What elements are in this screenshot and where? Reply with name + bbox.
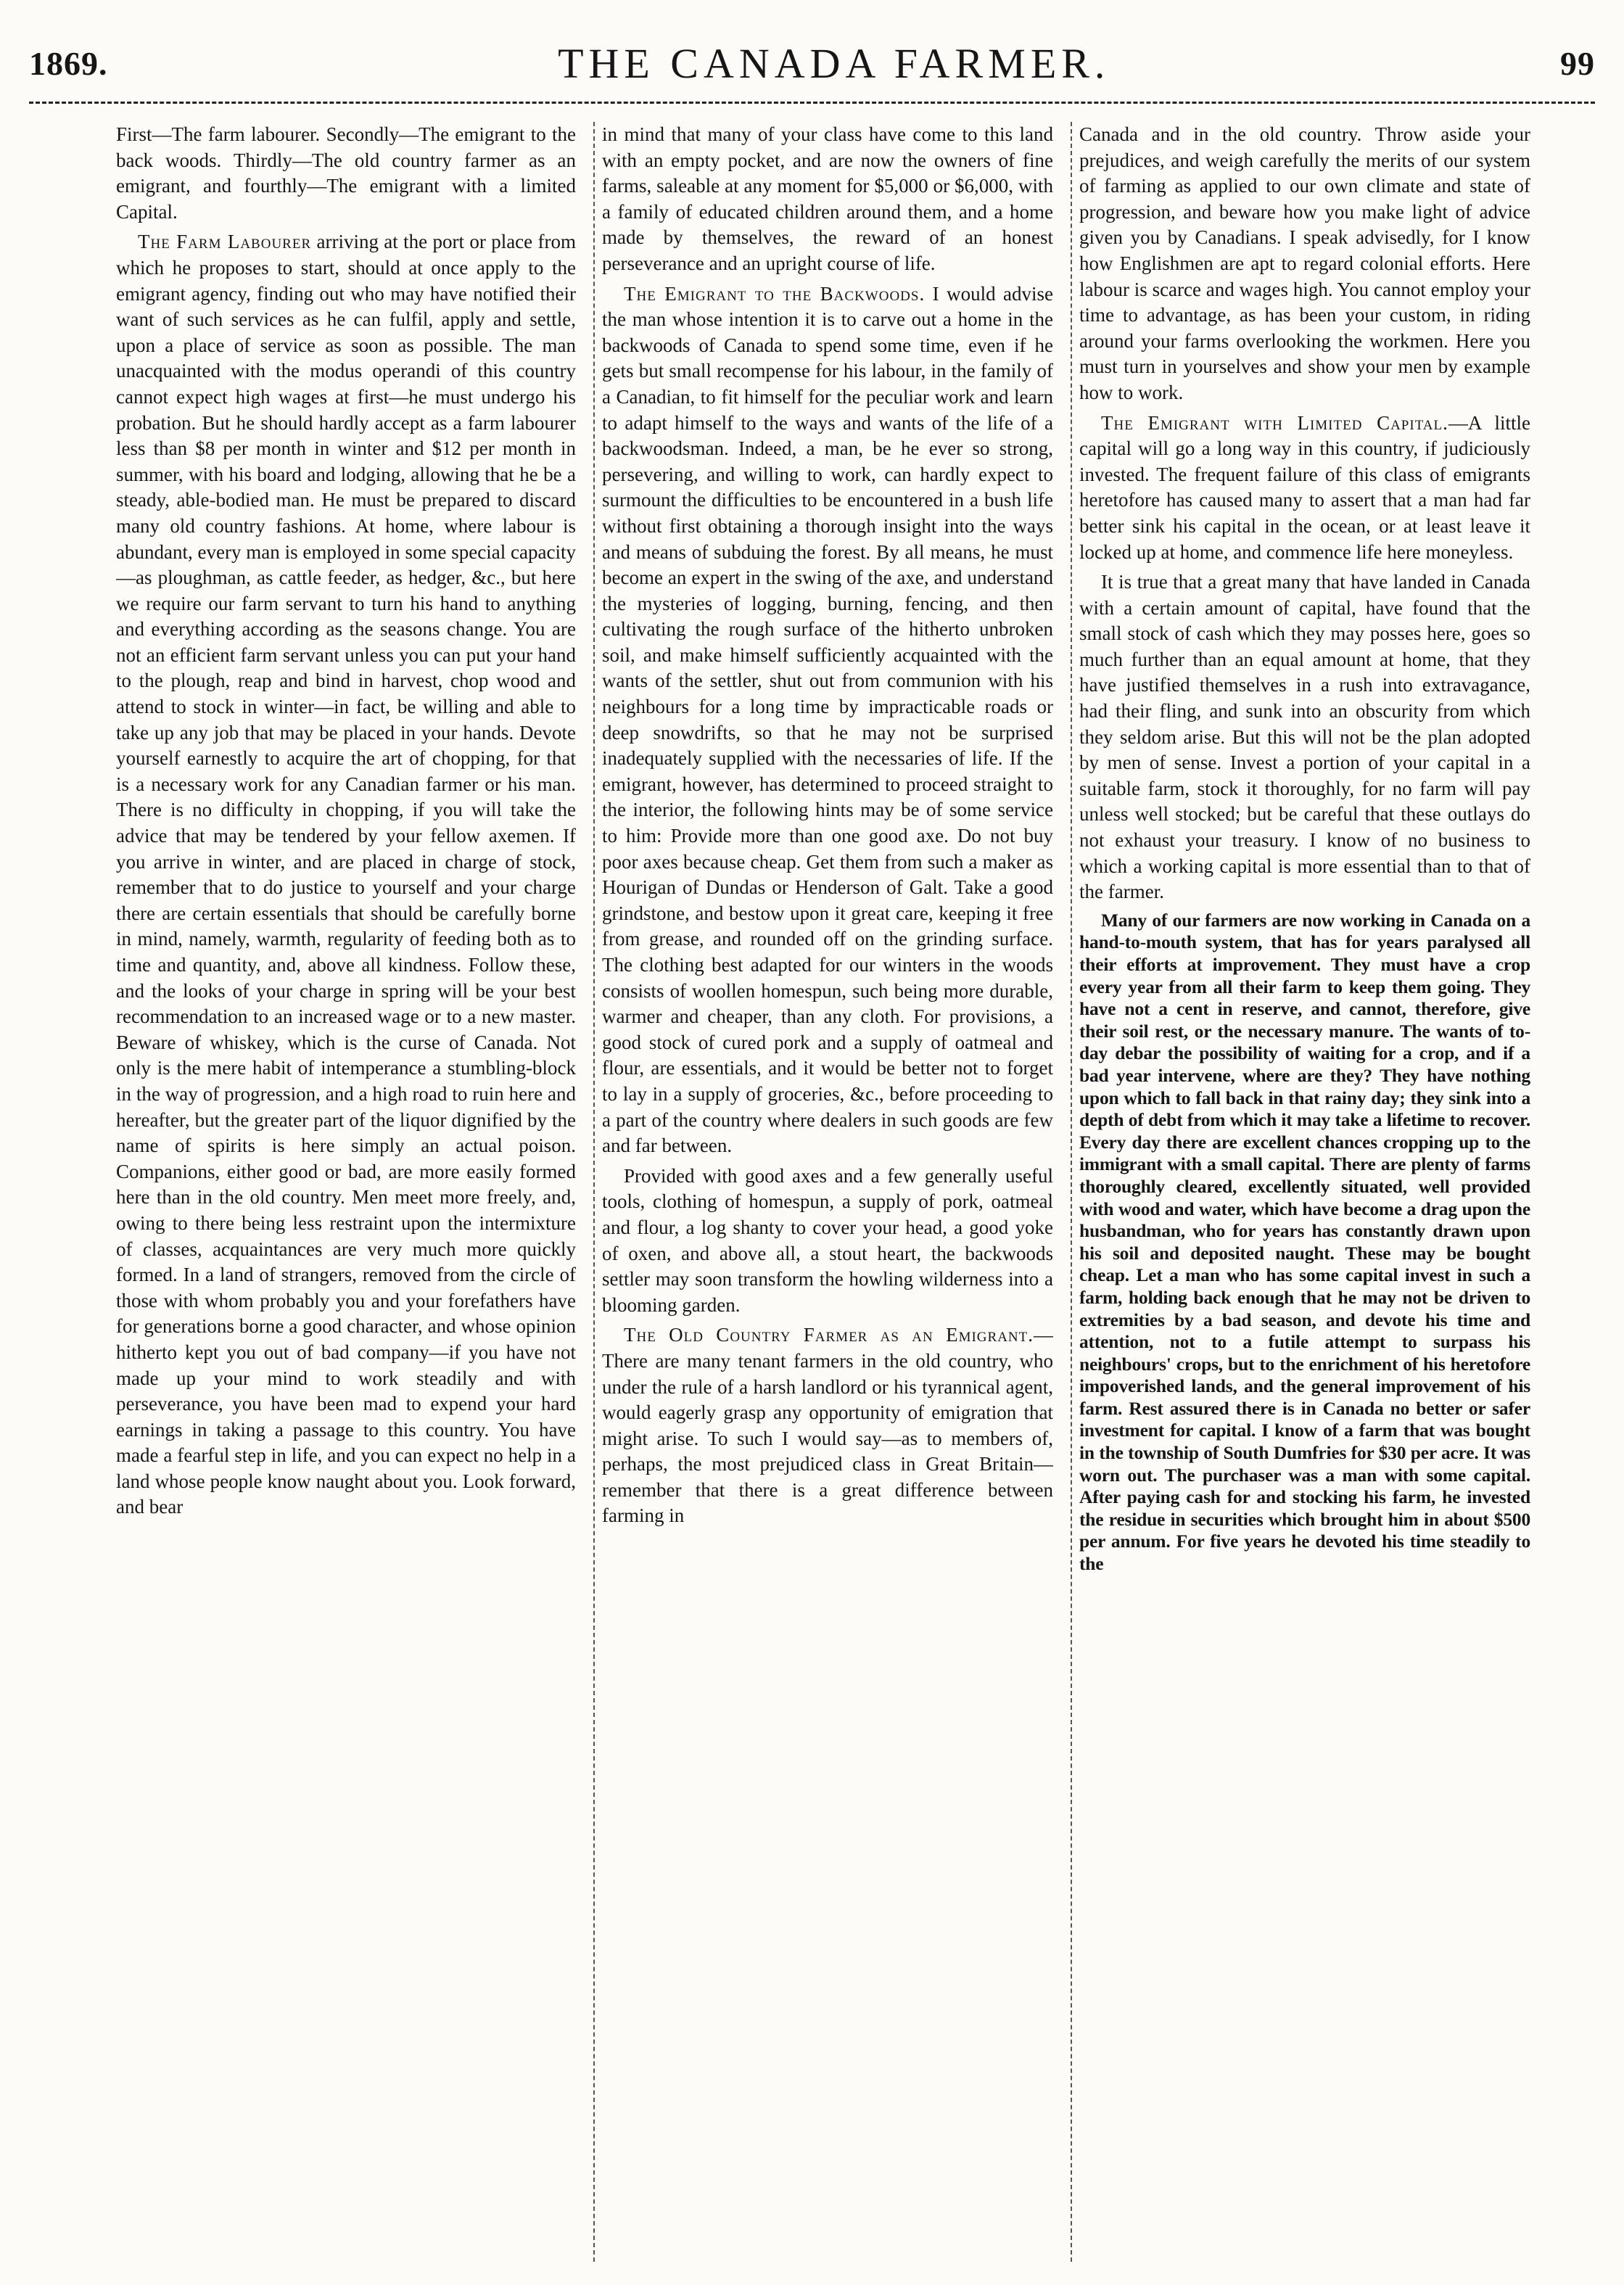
page-number: 99 bbox=[1560, 44, 1595, 82]
article-paragraph bbox=[1079, 122, 1530, 406]
paragraph-text: arriving at the port or place from which he proposes to start, should at once apply to the emigrant agency, finding out who may have notified their want of such services as he can fulfil, apply and settle, upon a place of service as soon as possible. The man unacquainted with the modus operandi of this country cannot expect high wages at first—he must undergo his probation. But he should hardly accept as a farm labourer less than $8 per month in winter and $12 per month in summer, with his board and lodging, allowing that he be a steady, able-bodied man. He must be prepared to discard many old country fashions. At home, where labour is abundant, every man is employed in some special capacity—as ploughman, as cattle feeder, as hedger, &c., but here we require our farm servant to turn his hand to anything and everything according as the seasons change. You are not an efficient farm servant unless you can put your hand to the plough, reap and bind in harvest, chop wood and attend to stock in winter—in fact, be willing and able to take up any job that may be placed in your hands. Devote yourself earnestly to acquire the art of chopping, for that is a necessary work for any Canadian farmer or his man. There is no difficulty in chopping, if you will take the advice that may be tendered by your fellow axemen. If you arrive in winter, and are placed in charge of stock, remember that to do justice to yourself and your charge there are certain essentials that should be carefully borne in mind, namely, warmth, regularity of feeding both as to time and quantity, and, above all kindness. Follow these, and the looks of your charge in spring will be your best recommendation to an increased wage or to a new master. Beware of whiskey, which is the curse of Canada. Not only is the mere habit of intemperance a stumbling-block in the way of progression, and a high road to ruin here and hereafter, but the greater part of the liquor dignified by the name of spirits is here simply an actual poison. Companions, either good or bad, are more easily formed here than in the old country. Men meet more freely, and, owing to there being less restraint upon the intermixture of classes, acquaintances are very much more quickly formed. In a land of strangers, removed from the circle of those with whom probably you and your forefathers have for generations borne a good character, and whose opinion hitherto kept you out of bad company—if you have not made up your mind to work steadily and with perseverance, you have been mad to expend your hard earnings in taking a passage to this country. You have made a fearful step in life, and you can expect no help in a land whose people know naught about you. Look forward, and bear bbox=[116, 231, 576, 1518]
article-paragraph bbox=[602, 281, 1053, 1159]
paragraph-text: Provided with good axes and a few generally useful tools, clothing of homespun, a supply of pork, oatmeal and flour, a log shanty to cover your head, a good yoke of oxen, and above all, a stout heart, the backwoods settler may soon transform the howling wilderness into a blooming garden. bbox=[602, 1164, 1053, 1316]
article-paragraph bbox=[1079, 411, 1530, 566]
paragraph-text: Canada and in the old country. Throw aside your prejudices, and weigh carefully the merits of our system of farming as applied to our own climate and state of progression, and beware how you make light of advice given you by Canadians. I speak advisedly, for I know how Englishmen are apt to regard colonial efforts. Here labour is scarce and wages high. You cannot employ your time to advantage, as has been your custom, in riding around your farms overlooking the workmen. Here you must turn in yourselves and show your men by example how to work. bbox=[1079, 123, 1530, 403]
article-paragraph bbox=[602, 1164, 1053, 1319]
paragraph-text: I would advise the man whose intention it is to carve out a home in the backwoods of Canada to spend some time, even if he gets but small recompense for his labour, in the family of a Canadian, to fit himself for the peculiar work and learn to adapt himself to the ways and wants of the life of a backwoodsman. Indeed, a man, be he ever so strong, persevering, and willing to work, can hardly expect to surmount the difficulties to be encountered in a bush life without first obtaining a thorough insight into the ways and means of subduing the forest. By all means, he must become an expert in the swing of the axe, and understand the mysteries of logging, burning, fencing, and then cultivating the rough surface of the hitherto unbroken soil, and make himself sufficiently acquainted with the wants of the settler, shut out from communion with his neighbours for a long time by impracticable roads or deep snowdrifts, so that he may not be surprised inadequately supplied with the necessaries of life. If the emigrant, however, has determined to proceed straight to the interior, the following hints may be of some service to him: Provide more than one good axe. Do not buy poor axes because cheap. Get them from such a maker as Hourigan of Dundas or Henderson of Galt. Take a good grindstone, and bestow upon it great care, keeping it free from grease, and rounded off on the grinding surface. The clothing best adapted for our winters in the woods consists of woollen homespun, such being more durable, warmer and cheaper, than any cloth. For provisions, a good stock of cured pork and a supply of oatmeal and flour, are essentials, and it would be better not to forget to lay in a supply of groceries, &c., before proceeding to a part of the country where dealers in such goods are few and far between. bbox=[602, 282, 1053, 1157]
section-heading: The Emigrant to the Backwoods. bbox=[624, 282, 926, 305]
paragraph-text: in mind that many of your class have come to this land with an empty pocket, and are now the owners of fine farms, saleable at any moment for $5,000 or $6,000, with a family of educated children around them, and a home made by themselves, the reward of an honest perseverance and an upright course of life. bbox=[602, 123, 1053, 274]
paragraph-text: —There are many tenant farmers in the old country, who under the rule of a harsh landlord or his tyrannical agent, would eagerly grasp any opportunity of emigration that might arise. To such I would say—as to members of, perhaps, the most prejudiced class in Great Britain—remember that there is a great difference between farming in bbox=[602, 1324, 1053, 1527]
article-paragraph bbox=[116, 122, 576, 225]
paragraph-text: —A little capital will go a long way in this country, if judiciously invested. The frequent failure of this class of emigrants heretofore has caused many to assert that a man had far better sink his capital in the ocean, or at least leave it locked up at home, and commence life here moneyless. bbox=[1079, 411, 1530, 563]
text-columns bbox=[116, 122, 1530, 2262]
paragraph-text: Many of our farmers are now working in Canada on a hand-to-mouth system, that has for years paralysed all their efforts at improvement. They must have a crop every year from all their farm to keep them going. They have not a cent in reserve, and cannot, therefore, give their soil rest, or the necessary manure. The wants of to-day debar the possibility of waiting for a crop, and if a bad year intervene, where are they? They have nothing upon which to fall back in that rainy day; they sink into a depth of debt from which it may take a lifetime to recover. Every day there are excellent chances cropping up to the immigrant with a small capital. There are plenty of farms thoroughly cleared, excellently situated, well provided with wood and water, which have become a drag upon the husbandman, who for years has constantly drawn upon his soil and deposited naught. These may be bought cheap. Let a man who has some capital invest in such a farm, holding back enough that he may not be driven to extremities by a bad season, and devote his time and attention, not to a futile attempt to surpass his neighbours' crops, but to the enrichment of his heretofore impoverished lands, and the general improvement of his farm. Rest assured there is in Canada no better or safer investment for capital. I know of a farm that was bought in the township of South Dumfries for $30 per acre. It was worn out. The purchaser was a man with some capital. After paying cash for and stocking his farm, he invested the residue in securities which brought him in about $500 per annum. For five years he devoted his time steadily to the bbox=[1079, 909, 1530, 1575]
header-rule bbox=[29, 102, 1595, 104]
section-heading: The Old Country Farmer as an Emigrant. bbox=[624, 1324, 1034, 1346]
column-3 bbox=[1071, 122, 1530, 2262]
article-paragraph bbox=[602, 122, 1053, 277]
article-paragraph bbox=[602, 1322, 1053, 1529]
article-paragraph bbox=[1079, 569, 1530, 905]
paragraph-text: It is true that a great many that have landed in Canada with a certain amount of capital, have found that the small stock of cash which they may posses here, goes so much further than an equal amount at home, that they have justified themselves in a rush into extravagance, had their fling, and sunk into an obscurity from which they seldom arise. But this will not be the plan adopted by men of sense. Invest a portion of your capital in a suitable farm, stock it thoroughly, for no farm will pay unless well stocked; but be careful that these outlays do not exhaust your treasury. I know of no business to which a working capital is more essential than to that of the farmer. bbox=[1079, 571, 1530, 903]
column-2 bbox=[593, 122, 1053, 2262]
column-1 bbox=[116, 122, 576, 2262]
article-paragraph bbox=[1079, 910, 1530, 1576]
section-heading: The Emigrant with Limited Capital. bbox=[1101, 411, 1448, 434]
paragraph-text: First—The farm labourer. Secondly—The emigrant to the back woods. Thirdly—The old country farmer as an emigrant, and fourthly—The emigrant with a limited Capital. bbox=[116, 123, 576, 223]
article-paragraph bbox=[116, 229, 576, 1520]
issue-year: 1869. bbox=[29, 44, 108, 82]
publication-title: THE CANADA FARMER. bbox=[558, 39, 1110, 87]
masthead bbox=[29, 38, 1595, 88]
section-heading: The Farm Labourer bbox=[138, 231, 312, 253]
